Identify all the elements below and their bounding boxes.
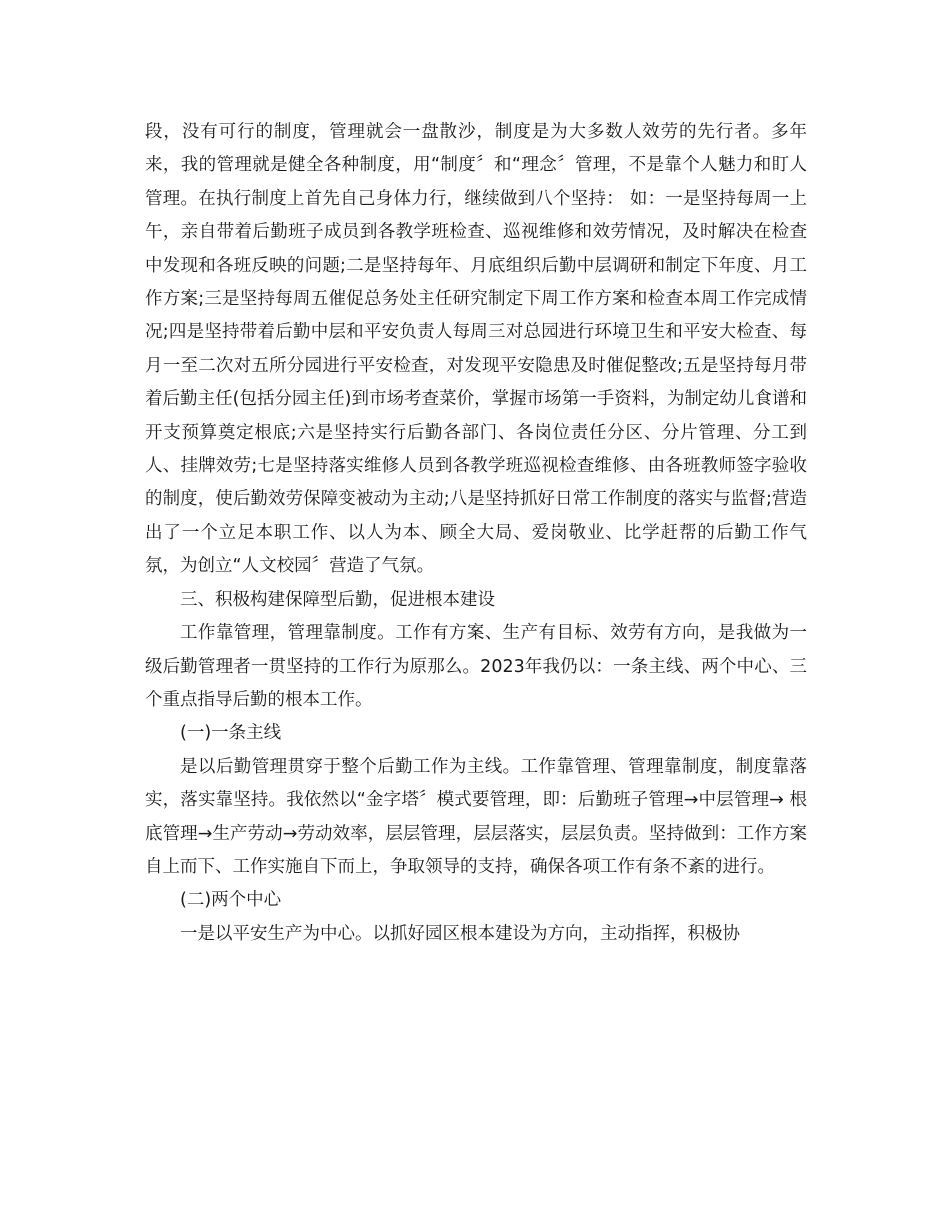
section-heading-three: 三、积极构建保障型后勤，促进根本建设 bbox=[180, 589, 495, 610]
paragraph-main-line: 是以后勤管理贯穿于整个后勤工作为主线。工作靠管理、管理靠制度，制度靠落实，落实靠坚持。我依然以“金字塔〞模式要管理，即：后勤班子管理→中层管理→ 根底管理→生产劳动→劳动效率，层层管理，层层落实，层层负责。坚持做到：工作方案自上而下、工作实施自下而上，争取领导的支持，确保各项工作有条不紊的进行。 bbox=[145, 756, 807, 877]
subheading-two-centers: (二)两个中心 bbox=[180, 890, 282, 911]
document-body bbox=[145, 116, 807, 951]
paragraph-management-system: 段，没有可行的制度，管理就会一盘散沙，制度是为大多数人效劳的先行者。多年来，我的管理就是健全各种制度，用“制度〞和“理念〞管理，不是靠个人魅力和盯人管理。在执行制度上首先自己身体力行，继续做到八个坚持： 如：一是坚持每周一上午，亲自带着后勤班子成员到各教学班检查、巡视维修和效劳情况，及时解决在检查中发现和各班反映的问题;二是坚持每年、月底组织后勤中层调研和制定下年度、月工作方案;三是坚持每周五催促总务处主任研究制定下周工作方案和检查本周工作完成情况;四是坚持带着后勤中层和平安负责人每周三对总园进行环境卫生和平安大检查、每月一至二次对五所分园进行平安检查，对发现平安隐患及时催促整改;五是坚持每月带着后勤主任(包括分园主任)到市场考查菜价，掌握市场第一手资料，为制定幼儿食谱和开支预算奠定根底;六是坚持实行后勤各部门、各岗位责任分区、分片管理、分工到人、挂牌效劳;七是坚持落实维修人员到各教学班巡视检查维修、由各班教师签字验收的制度，使后勤效劳保障变被动为主动;八是坚持抓好日常工作制度的落实与监督;营造出了一个立足本职工作、以人为本、顾全大局、爱岗敬业、比学赶帮的后勤工作气氛，为创立“人文校园〞营造了气氛。 bbox=[145, 122, 807, 577]
subheading-main-line: (一)一条主线 bbox=[180, 723, 282, 744]
paragraph-work-principle: 工作靠管理，管理靠制度。工作有方案、生产有目标、效劳有方向，是我做为一级后勤管理者一贯坚持的工作行为原那么。2023年我仍以：一条主线、两个中心、三个重点指导后勤的根本工作。 bbox=[145, 623, 807, 710]
paragraph-safety-production: 一是以平安生产为中心。以抓好园区根本建设为方向，主动指挥，积极协 bbox=[180, 923, 740, 944]
